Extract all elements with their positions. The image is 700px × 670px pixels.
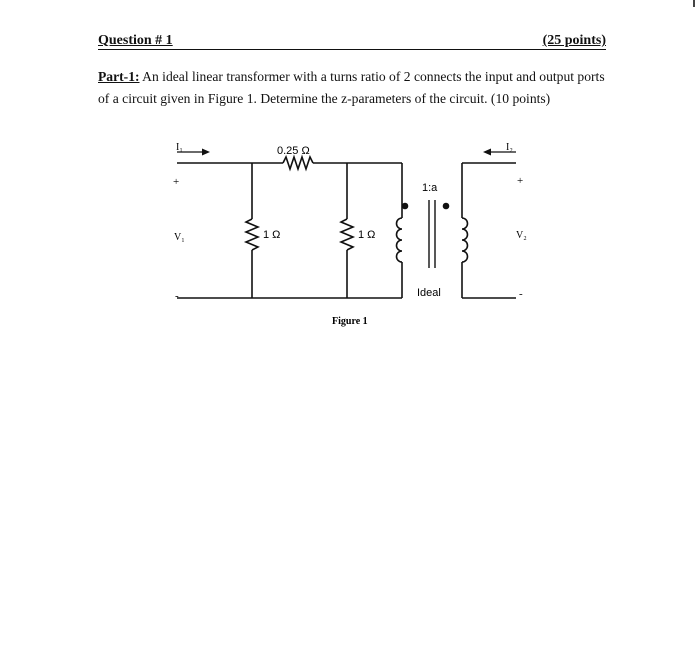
arrow-i2-head (483, 149, 491, 156)
label-plus-right: + (517, 175, 524, 187)
primary-coil (397, 218, 403, 262)
arrow-i1-head (202, 149, 210, 156)
label-i1: I₁ (176, 142, 183, 153)
question-title: Question # 1 (98, 33, 173, 48)
part-1-text: An ideal linear transformer with a turns ratio of 2 connects the input and output ports of a circuit given in Figure 1. Determine the z-parameters of the circuit. (10 points) (98, 69, 605, 106)
label-minus-right: - (519, 288, 523, 300)
label-v2: V₂ (516, 230, 527, 241)
secondary-coil (462, 218, 468, 262)
primary-dot (402, 203, 409, 210)
resistor-shunt2 (341, 219, 353, 250)
figure-caption: Figure 1 (332, 316, 368, 327)
label-ratio: 1:a (422, 182, 438, 194)
label-v1: V₁ (174, 232, 185, 243)
resistor-shunt1 (246, 219, 258, 250)
secondary-dot (443, 203, 450, 210)
label-r-series: 0.25 Ω (277, 145, 310, 157)
label-ideal: Ideal (417, 287, 441, 299)
label-r-shunt1: 1 Ω (263, 229, 281, 241)
resistor-series (283, 157, 313, 169)
label-r-shunt2: 1 Ω (358, 229, 376, 241)
label-i2: I₂ (506, 142, 513, 153)
question-points: (25 points) (542, 33, 606, 48)
label-minus-left: - (175, 290, 179, 302)
part-1-label: Part-1: (98, 69, 140, 84)
label-plus-left: + (173, 176, 180, 188)
